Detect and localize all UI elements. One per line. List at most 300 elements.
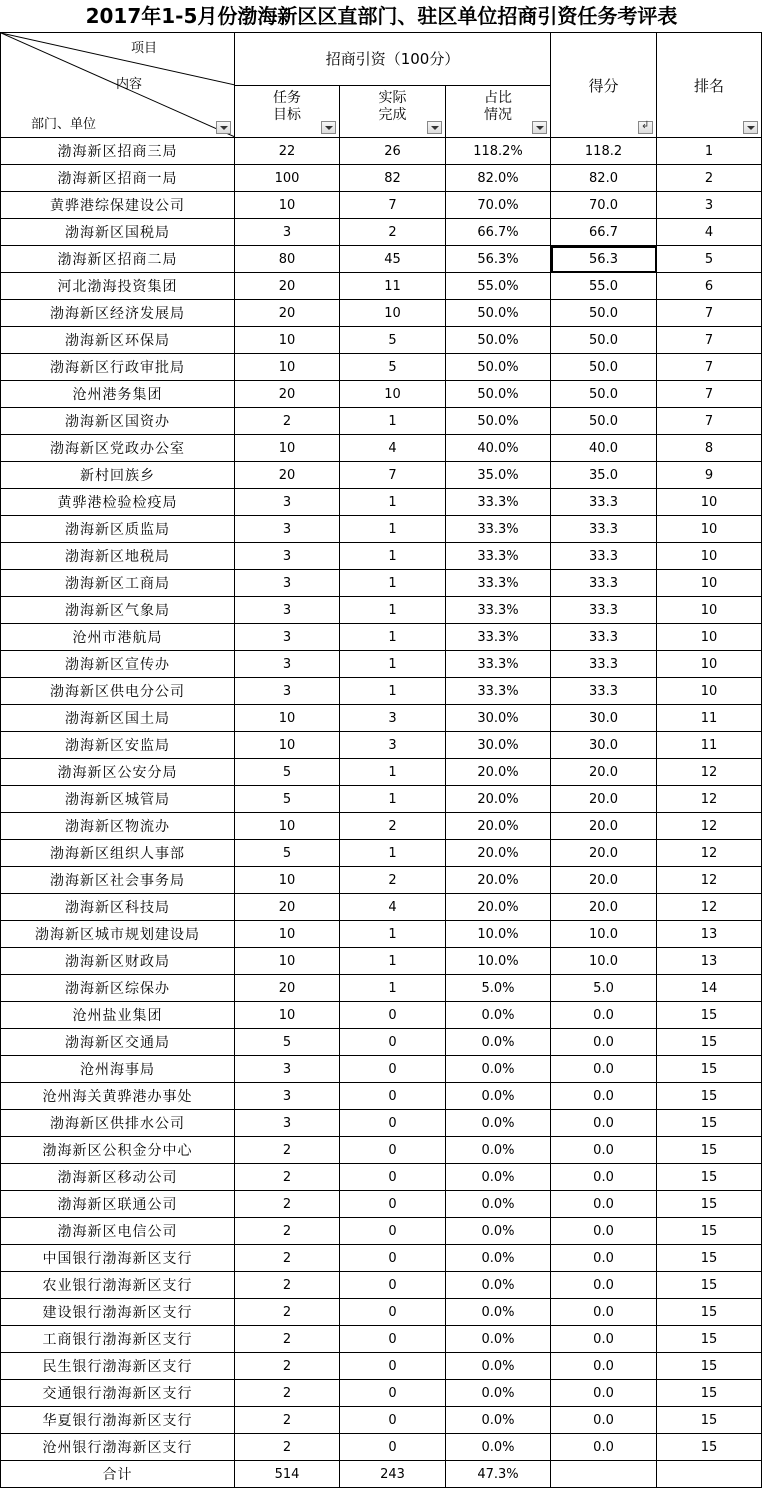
cell-target[interactable]: 3 bbox=[235, 678, 340, 705]
cell-ratio[interactable]: 66.7% bbox=[446, 219, 551, 246]
cell-actual[interactable]: 5 bbox=[340, 327, 446, 354]
cell-actual[interactable]: 0 bbox=[340, 1353, 446, 1380]
cell-score[interactable]: 0.0 bbox=[551, 1029, 657, 1056]
cell-actual[interactable]: 1 bbox=[340, 489, 446, 516]
cell-score[interactable]: 70.0 bbox=[551, 192, 657, 219]
cell-name[interactable]: 渤海新区招商一局 bbox=[1, 165, 235, 192]
filter-dropdown-ratio[interactable] bbox=[532, 121, 547, 134]
cell-name[interactable]: 渤海新区供电分公司 bbox=[1, 678, 235, 705]
cell-score[interactable]: 20.0 bbox=[551, 786, 657, 813]
cell-ratio[interactable]: 33.3% bbox=[446, 624, 551, 651]
cell-target[interactable]: 2 bbox=[235, 408, 340, 435]
cell-actual[interactable]: 0 bbox=[340, 1407, 446, 1434]
cell-rank[interactable]: 11 bbox=[657, 732, 762, 759]
cell-rank[interactable]: 7 bbox=[657, 327, 762, 354]
cell-score[interactable]: 33.3 bbox=[551, 516, 657, 543]
cell-score[interactable]: 0.0 bbox=[551, 1407, 657, 1434]
cell-name[interactable]: 工商银行渤海新区支行 bbox=[1, 1326, 235, 1353]
cell-name[interactable]: 渤海新区公安分局 bbox=[1, 759, 235, 786]
cell-target[interactable]: 3 bbox=[235, 543, 340, 570]
cell-rank[interactable] bbox=[657, 1461, 762, 1488]
cell-name[interactable]: 河北渤海投资集团 bbox=[1, 273, 235, 300]
cell-score[interactable]: 33.3 bbox=[551, 570, 657, 597]
cell-ratio[interactable]: 0.0% bbox=[446, 1002, 551, 1029]
cell-rank[interactable]: 10 bbox=[657, 516, 762, 543]
cell-actual[interactable]: 26 bbox=[340, 138, 446, 165]
cell-rank[interactable]: 15 bbox=[657, 1380, 762, 1407]
cell-ratio[interactable]: 10.0% bbox=[446, 921, 551, 948]
cell-target[interactable]: 10 bbox=[235, 948, 340, 975]
cell-ratio[interactable]: 5.0% bbox=[446, 975, 551, 1002]
cell-rank[interactable]: 12 bbox=[657, 786, 762, 813]
cell-rank[interactable]: 3 bbox=[657, 192, 762, 219]
cell-score[interactable]: 35.0 bbox=[551, 462, 657, 489]
cell-name[interactable]: 渤海新区国税局 bbox=[1, 219, 235, 246]
cell-ratio[interactable]: 56.3% bbox=[446, 246, 551, 273]
cell-ratio[interactable]: 0.0% bbox=[446, 1299, 551, 1326]
cell-actual[interactable]: 0 bbox=[340, 1299, 446, 1326]
cell-score[interactable]: 55.0 bbox=[551, 273, 657, 300]
cell-score[interactable]: 50.0 bbox=[551, 354, 657, 381]
cell-score[interactable]: 20.0 bbox=[551, 840, 657, 867]
cell-name[interactable]: 黄骅港综保建设公司 bbox=[1, 192, 235, 219]
cell-score[interactable]: 0.0 bbox=[551, 1218, 657, 1245]
cell-ratio[interactable]: 33.3% bbox=[446, 570, 551, 597]
cell-target[interactable]: 20 bbox=[235, 894, 340, 921]
cell-target[interactable]: 514 bbox=[235, 1461, 340, 1488]
cell-name[interactable]: 民生银行渤海新区支行 bbox=[1, 1353, 235, 1380]
cell-score[interactable]: 0.0 bbox=[551, 1083, 657, 1110]
cell-ratio[interactable]: 0.0% bbox=[446, 1380, 551, 1407]
cell-name[interactable]: 渤海新区行政审批局 bbox=[1, 354, 235, 381]
cell-actual[interactable]: 7 bbox=[340, 462, 446, 489]
cell-actual[interactable]: 4 bbox=[340, 894, 446, 921]
cell-ratio[interactable]: 0.0% bbox=[446, 1272, 551, 1299]
cell-actual[interactable]: 0 bbox=[340, 1218, 446, 1245]
cell-ratio[interactable]: 35.0% bbox=[446, 462, 551, 489]
cell-score[interactable]: 33.3 bbox=[551, 651, 657, 678]
cell-target[interactable]: 10 bbox=[235, 867, 340, 894]
cell-score[interactable]: 40.0 bbox=[551, 435, 657, 462]
cell-rank[interactable]: 14 bbox=[657, 975, 762, 1002]
cell-actual[interactable]: 0 bbox=[340, 1326, 446, 1353]
cell-name[interactable]: 沧州市港航局 bbox=[1, 624, 235, 651]
cell-ratio[interactable]: 0.0% bbox=[446, 1083, 551, 1110]
cell-rank[interactable]: 15 bbox=[657, 1326, 762, 1353]
cell-name[interactable]: 渤海新区财政局 bbox=[1, 948, 235, 975]
cell-rank[interactable]: 7 bbox=[657, 381, 762, 408]
cell-rank[interactable]: 10 bbox=[657, 651, 762, 678]
cell-target[interactable]: 20 bbox=[235, 273, 340, 300]
cell-ratio[interactable]: 20.0% bbox=[446, 894, 551, 921]
cell-name[interactable]: 渤海新区城管局 bbox=[1, 786, 235, 813]
cell-name[interactable]: 渤海新区安监局 bbox=[1, 732, 235, 759]
cell-actual[interactable]: 1 bbox=[340, 516, 446, 543]
cell-score[interactable]: 66.7 bbox=[551, 219, 657, 246]
cell-name[interactable]: 渤海新区气象局 bbox=[1, 597, 235, 624]
cell-actual[interactable]: 0 bbox=[340, 1434, 446, 1461]
cell-ratio[interactable]: 0.0% bbox=[446, 1407, 551, 1434]
cell-actual[interactable]: 1 bbox=[340, 786, 446, 813]
cell-rank[interactable]: 15 bbox=[657, 1164, 762, 1191]
cell-target[interactable]: 10 bbox=[235, 705, 340, 732]
cell-rank[interactable]: 15 bbox=[657, 1029, 762, 1056]
cell-target[interactable]: 2 bbox=[235, 1353, 340, 1380]
cell-rank[interactable]: 13 bbox=[657, 948, 762, 975]
cell-ratio[interactable]: 0.0% bbox=[446, 1110, 551, 1137]
cell-target[interactable]: 10 bbox=[235, 1002, 340, 1029]
cell-name[interactable]: 渤海新区质监局 bbox=[1, 516, 235, 543]
filter-dropdown-dept[interactable] bbox=[216, 121, 231, 134]
cell-actual[interactable]: 1 bbox=[340, 408, 446, 435]
cell-name[interactable]: 渤海新区国土局 bbox=[1, 705, 235, 732]
cell-actual[interactable]: 1 bbox=[340, 651, 446, 678]
cell-target[interactable]: 10 bbox=[235, 327, 340, 354]
cell-target[interactable]: 5 bbox=[235, 1029, 340, 1056]
cell-actual[interactable]: 2 bbox=[340, 813, 446, 840]
cell-actual[interactable]: 0 bbox=[340, 1380, 446, 1407]
cell-name[interactable]: 渤海新区国资办 bbox=[1, 408, 235, 435]
cell-name[interactable]: 合计 bbox=[1, 1461, 235, 1488]
cell-name[interactable]: 渤海新区电信公司 bbox=[1, 1218, 235, 1245]
cell-ratio[interactable]: 0.0% bbox=[446, 1191, 551, 1218]
filter-dropdown-target[interactable] bbox=[321, 121, 336, 134]
cell-rank[interactable]: 12 bbox=[657, 759, 762, 786]
cell-score[interactable]: 33.3 bbox=[551, 597, 657, 624]
cell-actual[interactable]: 0 bbox=[340, 1137, 446, 1164]
cell-rank[interactable]: 15 bbox=[657, 1110, 762, 1137]
cell-ratio[interactable]: 118.2% bbox=[446, 138, 551, 165]
cell-rank[interactable]: 15 bbox=[657, 1353, 762, 1380]
cell-target[interactable]: 2 bbox=[235, 1380, 340, 1407]
cell-rank[interactable]: 12 bbox=[657, 813, 762, 840]
cell-target[interactable]: 10 bbox=[235, 813, 340, 840]
cell-ratio[interactable]: 33.3% bbox=[446, 489, 551, 516]
cell-name[interactable]: 渤海新区城市规划建设局 bbox=[1, 921, 235, 948]
cell-ratio[interactable]: 50.0% bbox=[446, 408, 551, 435]
cell-score[interactable]: 0.0 bbox=[551, 1434, 657, 1461]
cell-score[interactable]: 0.0 bbox=[551, 1299, 657, 1326]
cell-ratio[interactable]: 0.0% bbox=[446, 1137, 551, 1164]
cell-ratio[interactable]: 50.0% bbox=[446, 381, 551, 408]
cell-score[interactable]: 0.0 bbox=[551, 1110, 657, 1137]
cell-score[interactable]: 10.0 bbox=[551, 921, 657, 948]
cell-rank[interactable]: 15 bbox=[657, 1407, 762, 1434]
cell-actual[interactable]: 3 bbox=[340, 732, 446, 759]
cell-ratio[interactable]: 33.3% bbox=[446, 651, 551, 678]
cell-ratio[interactable]: 20.0% bbox=[446, 867, 551, 894]
cell-ratio[interactable]: 0.0% bbox=[446, 1353, 551, 1380]
cell-name[interactable]: 沧州银行渤海新区支行 bbox=[1, 1434, 235, 1461]
cell-target[interactable]: 3 bbox=[235, 489, 340, 516]
cell-target[interactable]: 5 bbox=[235, 786, 340, 813]
cell-rank[interactable]: 10 bbox=[657, 624, 762, 651]
cell-score[interactable]: 50.0 bbox=[551, 408, 657, 435]
cell-rank[interactable]: 10 bbox=[657, 570, 762, 597]
cell-actual[interactable]: 0 bbox=[340, 1083, 446, 1110]
cell-score[interactable]: 50.0 bbox=[551, 300, 657, 327]
cell-score[interactable]: 0.0 bbox=[551, 1164, 657, 1191]
cell-actual[interactable]: 1 bbox=[340, 759, 446, 786]
cell-target[interactable]: 5 bbox=[235, 759, 340, 786]
cell-name[interactable]: 华夏银行渤海新区支行 bbox=[1, 1407, 235, 1434]
cell-name[interactable]: 渤海新区工商局 bbox=[1, 570, 235, 597]
cell-actual[interactable]: 0 bbox=[340, 1029, 446, 1056]
cell-name[interactable]: 渤海新区党政办公室 bbox=[1, 435, 235, 462]
cell-name[interactable]: 渤海新区联通公司 bbox=[1, 1191, 235, 1218]
cell-ratio[interactable]: 0.0% bbox=[446, 1326, 551, 1353]
cell-rank[interactable]: 9 bbox=[657, 462, 762, 489]
filter-dropdown-rank[interactable] bbox=[743, 121, 758, 134]
filter-dropdown-actual[interactable] bbox=[427, 121, 442, 134]
cell-actual[interactable]: 0 bbox=[340, 1245, 446, 1272]
cell-ratio[interactable]: 20.0% bbox=[446, 840, 551, 867]
cell-rank[interactable]: 12 bbox=[657, 894, 762, 921]
cell-score[interactable]: 118.2 bbox=[551, 138, 657, 165]
cell-name[interactable]: 中国银行渤海新区支行 bbox=[1, 1245, 235, 1272]
cell-ratio[interactable]: 50.0% bbox=[446, 354, 551, 381]
cell-score[interactable]: 0.0 bbox=[551, 1191, 657, 1218]
cell-rank[interactable]: 7 bbox=[657, 354, 762, 381]
cell-ratio[interactable]: 30.0% bbox=[446, 705, 551, 732]
cell-rank[interactable]: 6 bbox=[657, 273, 762, 300]
cell-target[interactable]: 2 bbox=[235, 1218, 340, 1245]
cell-ratio[interactable]: 0.0% bbox=[446, 1434, 551, 1461]
cell-actual[interactable]: 45 bbox=[340, 246, 446, 273]
cell-ratio[interactable]: 33.3% bbox=[446, 543, 551, 570]
cell-actual[interactable]: 3 bbox=[340, 705, 446, 732]
cell-name[interactable]: 渤海新区供排水公司 bbox=[1, 1110, 235, 1137]
cell-name[interactable]: 沧州盐业集团 bbox=[1, 1002, 235, 1029]
cell-target[interactable]: 2 bbox=[235, 1434, 340, 1461]
cell-actual[interactable]: 11 bbox=[340, 273, 446, 300]
cell-actual[interactable]: 1 bbox=[340, 570, 446, 597]
cell-rank[interactable]: 7 bbox=[657, 300, 762, 327]
cell-target[interactable]: 20 bbox=[235, 975, 340, 1002]
cell-target[interactable]: 2 bbox=[235, 1137, 340, 1164]
cell-target[interactable]: 10 bbox=[235, 435, 340, 462]
cell-ratio[interactable]: 0.0% bbox=[446, 1245, 551, 1272]
cell-ratio[interactable]: 30.0% bbox=[446, 732, 551, 759]
cell-rank[interactable]: 15 bbox=[657, 1299, 762, 1326]
cell-actual[interactable]: 0 bbox=[340, 1110, 446, 1137]
cell-name[interactable]: 黄骅港检验检疫局 bbox=[1, 489, 235, 516]
cell-name[interactable]: 渤海新区移动公司 bbox=[1, 1164, 235, 1191]
cell-target[interactable]: 20 bbox=[235, 381, 340, 408]
cell-ratio[interactable]: 0.0% bbox=[446, 1218, 551, 1245]
cell-score[interactable]: 0.0 bbox=[551, 1353, 657, 1380]
cell-score[interactable]: 30.0 bbox=[551, 732, 657, 759]
cell-name[interactable]: 渤海新区招商三局 bbox=[1, 138, 235, 165]
cell-actual[interactable]: 0 bbox=[340, 1272, 446, 1299]
cell-target[interactable]: 100 bbox=[235, 165, 340, 192]
cell-target[interactable]: 10 bbox=[235, 354, 340, 381]
cell-actual[interactable]: 1 bbox=[340, 624, 446, 651]
cell-target[interactable]: 3 bbox=[235, 1110, 340, 1137]
cell-actual[interactable]: 2 bbox=[340, 219, 446, 246]
cell-name[interactable]: 渤海新区经济发展局 bbox=[1, 300, 235, 327]
cell-rank[interactable]: 2 bbox=[657, 165, 762, 192]
cell-rank[interactable]: 15 bbox=[657, 1272, 762, 1299]
cell-rank[interactable]: 5 bbox=[657, 246, 762, 273]
sort-dropdown-score[interactable] bbox=[638, 121, 653, 134]
cell-ratio[interactable]: 20.0% bbox=[446, 759, 551, 786]
cell-actual[interactable]: 7 bbox=[340, 192, 446, 219]
cell-name[interactable]: 建设银行渤海新区支行 bbox=[1, 1299, 235, 1326]
cell-score[interactable]: 30.0 bbox=[551, 705, 657, 732]
cell-target[interactable]: 3 bbox=[235, 1083, 340, 1110]
cell-ratio[interactable]: 40.0% bbox=[446, 435, 551, 462]
cell-rank[interactable]: 1 bbox=[657, 138, 762, 165]
cell-ratio[interactable]: 47.3% bbox=[446, 1461, 551, 1488]
cell-score[interactable]: 56.3 bbox=[551, 246, 657, 273]
cell-name[interactable]: 渤海新区科技局 bbox=[1, 894, 235, 921]
cell-rank[interactable]: 10 bbox=[657, 489, 762, 516]
cell-ratio[interactable]: 20.0% bbox=[446, 786, 551, 813]
cell-name[interactable]: 渤海新区组织人事部 bbox=[1, 840, 235, 867]
cell-score[interactable]: 20.0 bbox=[551, 894, 657, 921]
cell-score[interactable]: 33.3 bbox=[551, 489, 657, 516]
cell-target[interactable]: 5 bbox=[235, 840, 340, 867]
cell-rank[interactable]: 10 bbox=[657, 543, 762, 570]
cell-target[interactable]: 3 bbox=[235, 651, 340, 678]
cell-actual[interactable]: 82 bbox=[340, 165, 446, 192]
cell-actual[interactable]: 1 bbox=[340, 948, 446, 975]
cell-ratio[interactable]: 10.0% bbox=[446, 948, 551, 975]
cell-target[interactable]: 2 bbox=[235, 1245, 340, 1272]
cell-score[interactable]: 33.3 bbox=[551, 624, 657, 651]
cell-ratio[interactable]: 70.0% bbox=[446, 192, 551, 219]
cell-ratio[interactable]: 55.0% bbox=[446, 273, 551, 300]
cell-actual[interactable]: 1 bbox=[340, 921, 446, 948]
cell-actual[interactable]: 0 bbox=[340, 1191, 446, 1218]
cell-ratio[interactable]: 33.3% bbox=[446, 597, 551, 624]
cell-ratio[interactable]: 33.3% bbox=[446, 678, 551, 705]
cell-actual[interactable]: 5 bbox=[340, 354, 446, 381]
cell-name[interactable]: 沧州港务集团 bbox=[1, 381, 235, 408]
cell-target[interactable]: 20 bbox=[235, 300, 340, 327]
cell-ratio[interactable]: 33.3% bbox=[446, 516, 551, 543]
cell-score[interactable]: 10.0 bbox=[551, 948, 657, 975]
cell-target[interactable]: 3 bbox=[235, 570, 340, 597]
cell-score[interactable]: 50.0 bbox=[551, 381, 657, 408]
cell-name[interactable]: 渤海新区宣传办 bbox=[1, 651, 235, 678]
cell-actual[interactable]: 1 bbox=[340, 597, 446, 624]
cell-target[interactable]: 3 bbox=[235, 597, 340, 624]
cell-actual[interactable]: 243 bbox=[340, 1461, 446, 1488]
cell-name[interactable]: 农业银行渤海新区支行 bbox=[1, 1272, 235, 1299]
cell-rank[interactable]: 10 bbox=[657, 678, 762, 705]
cell-target[interactable]: 3 bbox=[235, 516, 340, 543]
cell-name[interactable]: 交通银行渤海新区支行 bbox=[1, 1380, 235, 1407]
cell-actual[interactable]: 1 bbox=[340, 543, 446, 570]
cell-actual[interactable]: 10 bbox=[340, 300, 446, 327]
cell-target[interactable]: 10 bbox=[235, 192, 340, 219]
cell-name[interactable]: 渤海新区招商二局 bbox=[1, 246, 235, 273]
cell-actual[interactable]: 0 bbox=[340, 1002, 446, 1029]
cell-name[interactable]: 渤海新区综保办 bbox=[1, 975, 235, 1002]
cell-target[interactable]: 3 bbox=[235, 624, 340, 651]
cell-ratio[interactable]: 50.0% bbox=[446, 300, 551, 327]
cell-score[interactable]: 0.0 bbox=[551, 1056, 657, 1083]
cell-target[interactable]: 10 bbox=[235, 921, 340, 948]
cell-score[interactable]: 0.0 bbox=[551, 1380, 657, 1407]
cell-target[interactable]: 20 bbox=[235, 462, 340, 489]
cell-rank[interactable]: 15 bbox=[657, 1083, 762, 1110]
cell-score[interactable] bbox=[551, 1461, 657, 1488]
cell-name[interactable]: 沧州海关黄骅港办事处 bbox=[1, 1083, 235, 1110]
cell-rank[interactable]: 15 bbox=[657, 1218, 762, 1245]
cell-target[interactable]: 2 bbox=[235, 1326, 340, 1353]
cell-target[interactable]: 80 bbox=[235, 246, 340, 273]
cell-target[interactable]: 2 bbox=[235, 1191, 340, 1218]
cell-score[interactable]: 0.0 bbox=[551, 1245, 657, 1272]
cell-target[interactable]: 10 bbox=[235, 732, 340, 759]
cell-rank[interactable]: 15 bbox=[657, 1056, 762, 1083]
cell-target[interactable]: 2 bbox=[235, 1164, 340, 1191]
cell-actual[interactable]: 0 bbox=[340, 1056, 446, 1083]
cell-ratio[interactable]: 0.0% bbox=[446, 1029, 551, 1056]
cell-rank[interactable]: 15 bbox=[657, 1137, 762, 1164]
cell-rank[interactable]: 15 bbox=[657, 1245, 762, 1272]
cell-rank[interactable]: 12 bbox=[657, 840, 762, 867]
cell-score[interactable]: 50.0 bbox=[551, 327, 657, 354]
cell-ratio[interactable]: 82.0% bbox=[446, 165, 551, 192]
cell-actual[interactable]: 0 bbox=[340, 1164, 446, 1191]
cell-actual[interactable]: 2 bbox=[340, 867, 446, 894]
cell-name[interactable]: 渤海新区公积金分中心 bbox=[1, 1137, 235, 1164]
cell-rank[interactable]: 12 bbox=[657, 867, 762, 894]
cell-name[interactable]: 渤海新区地税局 bbox=[1, 543, 235, 570]
cell-actual[interactable]: 1 bbox=[340, 840, 446, 867]
cell-score[interactable]: 0.0 bbox=[551, 1002, 657, 1029]
cell-rank[interactable]: 11 bbox=[657, 705, 762, 732]
cell-target[interactable]: 3 bbox=[235, 219, 340, 246]
cell-ratio[interactable]: 0.0% bbox=[446, 1164, 551, 1191]
cell-name[interactable]: 渤海新区交通局 bbox=[1, 1029, 235, 1056]
cell-actual[interactable]: 1 bbox=[340, 678, 446, 705]
cell-rank[interactable]: 10 bbox=[657, 597, 762, 624]
cell-score[interactable]: 82.0 bbox=[551, 165, 657, 192]
cell-score[interactable]: 0.0 bbox=[551, 1272, 657, 1299]
cell-name[interactable]: 沧州海事局 bbox=[1, 1056, 235, 1083]
cell-actual[interactable]: 1 bbox=[340, 975, 446, 1002]
cell-score[interactable]: 20.0 bbox=[551, 867, 657, 894]
cell-target[interactable]: 22 bbox=[235, 138, 340, 165]
cell-score[interactable]: 5.0 bbox=[551, 975, 657, 1002]
cell-target[interactable]: 2 bbox=[235, 1299, 340, 1326]
cell-name[interactable]: 渤海新区物流办 bbox=[1, 813, 235, 840]
cell-score[interactable]: 0.0 bbox=[551, 1326, 657, 1353]
cell-target[interactable]: 3 bbox=[235, 1056, 340, 1083]
cell-ratio[interactable]: 0.0% bbox=[446, 1056, 551, 1083]
cell-actual[interactable]: 4 bbox=[340, 435, 446, 462]
cell-rank[interactable]: 8 bbox=[657, 435, 762, 462]
cell-ratio[interactable]: 50.0% bbox=[446, 327, 551, 354]
cell-name[interactable]: 渤海新区社会事务局 bbox=[1, 867, 235, 894]
cell-rank[interactable]: 15 bbox=[657, 1434, 762, 1461]
cell-score[interactable]: 33.3 bbox=[551, 678, 657, 705]
cell-name[interactable]: 渤海新区环保局 bbox=[1, 327, 235, 354]
cell-actual[interactable]: 10 bbox=[340, 381, 446, 408]
cell-rank[interactable]: 13 bbox=[657, 921, 762, 948]
cell-rank[interactable]: 4 bbox=[657, 219, 762, 246]
cell-score[interactable]: 20.0 bbox=[551, 759, 657, 786]
cell-rank[interactable]: 15 bbox=[657, 1191, 762, 1218]
cell-score[interactable]: 0.0 bbox=[551, 1137, 657, 1164]
cell-score[interactable]: 33.3 bbox=[551, 543, 657, 570]
cell-ratio[interactable]: 20.0% bbox=[446, 813, 551, 840]
